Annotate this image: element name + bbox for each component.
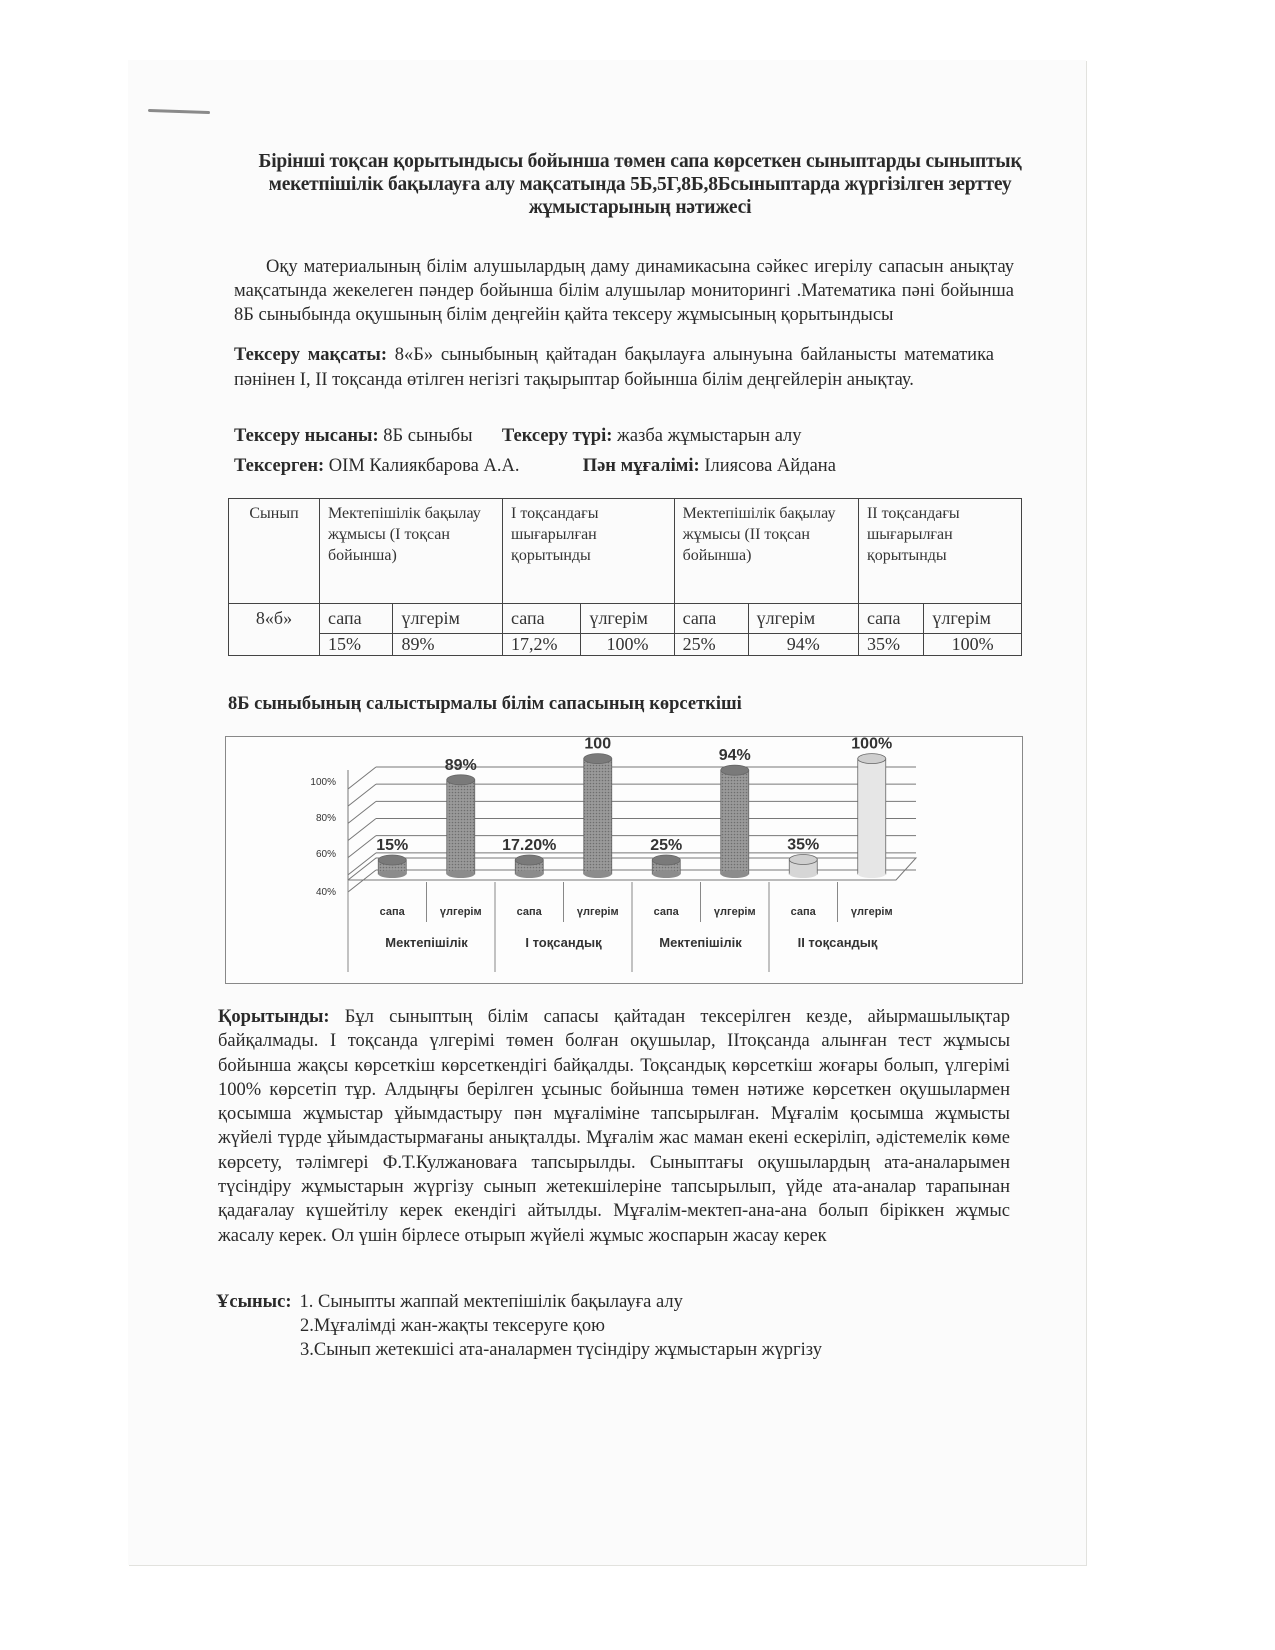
bar-base xyxy=(584,870,612,878)
chart-floor xyxy=(348,858,916,880)
inspector-text: ОІМ Калиякбарова А.А. xyxy=(324,456,520,476)
table-cell: сапа xyxy=(858,604,923,634)
grid-diagonal xyxy=(348,819,376,841)
bar-top xyxy=(584,754,612,764)
bar-base xyxy=(515,870,543,878)
table-cell: 17,2% xyxy=(503,634,581,656)
x-tick-label: сапа xyxy=(379,906,405,918)
teacher-label: Пән мұғалімі: xyxy=(582,456,700,476)
y-tick-label: 80% xyxy=(315,813,336,824)
bar-top xyxy=(721,765,749,775)
bar-base xyxy=(789,870,817,878)
table-cell: 25% xyxy=(674,634,748,656)
bar-top xyxy=(858,754,886,764)
data-label: 15% xyxy=(376,837,409,854)
table-cell: үлгерім xyxy=(581,604,674,634)
header-col: ІІ тоқсандағы шығарылған қорытынды xyxy=(858,499,1021,604)
bar xyxy=(858,759,886,874)
grid-diagonal xyxy=(348,870,376,892)
table-subheader-row xyxy=(229,604,1022,634)
table-cell: сапа xyxy=(674,604,748,634)
recommendations xyxy=(216,1290,822,1362)
table-cell: 100% xyxy=(924,634,1022,656)
purpose-paragraph xyxy=(234,343,994,393)
header-col: Мектепішілік бақылау жұмысы (І тоқсан бойынша) xyxy=(320,499,503,604)
table-cell: үлгерім xyxy=(924,604,1022,634)
conclusion-text: Бұл сыныптың білім сапасы қайтадан тексерілген кезде, айырмашылықтар байқалмады. І тоқсанда үлгерімі төмен болған оқушылар, ІІтоқсанда алынған тест жұмысы бойынша жақсы көрсеткіш көрсеткендігі байқалды. Тоқсандық көрсеткіш жоғары болып, үлгерімі 100% көрсетіп тұр. Алдыңғы берілген ұсыныс бойынша төмен нәтиже көрсеткен оқушылармен қосымша жұмыстар ұйымдастыру пән мұғаліміне тапсырылған. Мұғалім қосымша жұмысты жүйелі түрде ұйымдастырмағаны анықталды. Мұғалім жас маман екені ескеріліп, әдістемелік көме көрсету, тәлімгері Ф.Т.Кулжановаға тапсырылды. Сыныптағы оқушылардың ата-аналарымен түсіндіру жұмыстарын жүргізу сынып жетекшілеріне тапсырылып, үйде ата-аналар тарапынан қадағалау күшейтілу керек екендігі айтылды. Мұғалім-мектеп-ана-ана болып біріккен жұмыс жасалу керек. Ол үшін бірлесе отырып жүйелі жұмыс жоспарын жасау керек xyxy=(218,1007,1010,1246)
y-tick-label: 100% xyxy=(310,777,336,788)
intro-paragraph: Оқу материалының білім алушылардың даму динамикасына сәйкес игерілу сапасын анықтау мақсатында жекелеген пәндер бойынша білім алушылар мониторингі .Математика пәні бойынша 8Б сыныбында оқушының білім деңгейін қайта тексеру жұмысының қорытындысы xyxy=(234,257,1014,325)
x-tick-label: сапа xyxy=(516,906,542,918)
table-cell: 15% xyxy=(320,634,393,656)
inspector-line xyxy=(234,456,836,477)
table-row xyxy=(229,634,1022,656)
chart-heading: 8Б сыныбының салыстырмалы білім сапасының көрсеткіші xyxy=(228,694,742,714)
conclusion-paragraph xyxy=(218,1005,1010,1248)
bar-base xyxy=(721,870,749,878)
bar-chart xyxy=(226,737,1022,983)
table-cell: сапа xyxy=(320,604,393,634)
group-label: ІІ тоқсандық xyxy=(797,935,878,950)
header-col: Мектепішілік бақылау жұмысы (ІІ тоқсан бойынша) xyxy=(674,499,858,604)
grid-diagonal xyxy=(348,853,376,875)
x-tick-label: үлгерім xyxy=(713,906,756,918)
table-cell: 100% xyxy=(581,634,674,656)
x-tick-label: үлгерім xyxy=(576,906,619,918)
table-cell: 89% xyxy=(393,634,503,656)
data-label: 100 xyxy=(584,737,612,753)
y-tick-label: 60% xyxy=(315,849,336,860)
recommendation-item: 3.Сынып жетекшісі ата-аналармен түсіндіру жұмыстарын жүргізу xyxy=(300,1340,822,1360)
table-header-row xyxy=(229,499,1022,604)
bar-base xyxy=(858,870,886,878)
data-label: 17.20% xyxy=(502,837,557,854)
bar-top xyxy=(789,855,817,865)
bar xyxy=(447,780,475,874)
table-cell: үлгерім xyxy=(393,604,503,634)
grid-diagonal xyxy=(348,784,376,806)
bar-top xyxy=(447,775,475,785)
x-tick-label: сапа xyxy=(653,906,679,918)
chart-container xyxy=(225,736,1023,984)
x-tick-label: сапа xyxy=(790,906,816,918)
document-title: Бірінші тоқсан қорытындысы бойынша төмен сапа көрсеткен сыныптарды сыныптық мекетпішілік бақылауға алу мақсатында 5Б,5Г,8Б,8Бсыныптарда жүргізілген зерттеу жұмыстарының нәтижесі xyxy=(258,151,1022,218)
bar-top xyxy=(515,855,543,865)
results-table xyxy=(228,498,1022,656)
table-cell: 35% xyxy=(858,634,923,656)
group-label: Мектепішілік xyxy=(659,935,742,950)
conclusion-label: Қорытынды: xyxy=(218,1007,330,1027)
recommendations-label: Ұсыныс: xyxy=(216,1292,292,1312)
bar-base xyxy=(447,870,475,878)
data-label: 25% xyxy=(650,837,683,854)
x-tick-label: үлгерім xyxy=(850,906,893,918)
bar-base xyxy=(378,870,406,878)
table-cell: сапа xyxy=(503,604,581,634)
grid-diagonal xyxy=(348,801,376,823)
recommendation-item: 2.Мұғалімді жан-жақты тексеруге қою xyxy=(300,1316,605,1336)
data-label: 94% xyxy=(718,747,751,765)
teacher-text: Ілиясова Айдана xyxy=(699,456,836,476)
header-class: Сынып xyxy=(229,499,320,604)
header-col: І тоқсандағы шығарылған қорытынды xyxy=(503,499,675,604)
table-cell: үлгерім xyxy=(748,604,858,634)
table-cell: 94% xyxy=(748,634,858,656)
bar-top xyxy=(652,855,680,865)
group-label: І тоқсандық xyxy=(525,935,602,950)
bar xyxy=(721,770,749,874)
group-label: Мектепішілік xyxy=(385,935,468,950)
object-label: Тексеру нысаны: xyxy=(234,426,379,446)
grid-diagonal xyxy=(348,836,376,858)
purpose-text: 8«Б» сыныбының қайтадан бақылауға алынуына байланысты математика пәнінен I, II тоқсанда өтілген негізгі тақырыптар бойынша білім деңгейлерін анықтау. xyxy=(234,345,995,390)
type-label: Тексеру түрі: xyxy=(501,426,613,446)
grid-diagonal xyxy=(348,767,376,789)
data-label: 100% xyxy=(851,737,893,753)
data-label: 89% xyxy=(444,756,477,774)
bar-base xyxy=(652,870,680,878)
class-cell: 8«б» xyxy=(229,604,320,656)
data-label: 35% xyxy=(787,836,820,854)
inspector-label: Тексерген: xyxy=(234,456,325,476)
object-text: 8Б сыныбы xyxy=(378,426,473,446)
bar xyxy=(584,759,612,874)
bar-top xyxy=(378,855,406,865)
recommendation-item: 1. Сыныпты жаппай мектепішілік бақылауға алу xyxy=(299,1292,683,1312)
object-line xyxy=(234,426,802,447)
purpose-label: Тексеру мақсаты: xyxy=(234,345,388,365)
y-tick-label: 40% xyxy=(315,887,336,898)
x-tick-label: үлгерім xyxy=(439,906,482,918)
type-text: жазба жұмыстарын алу xyxy=(612,426,802,446)
